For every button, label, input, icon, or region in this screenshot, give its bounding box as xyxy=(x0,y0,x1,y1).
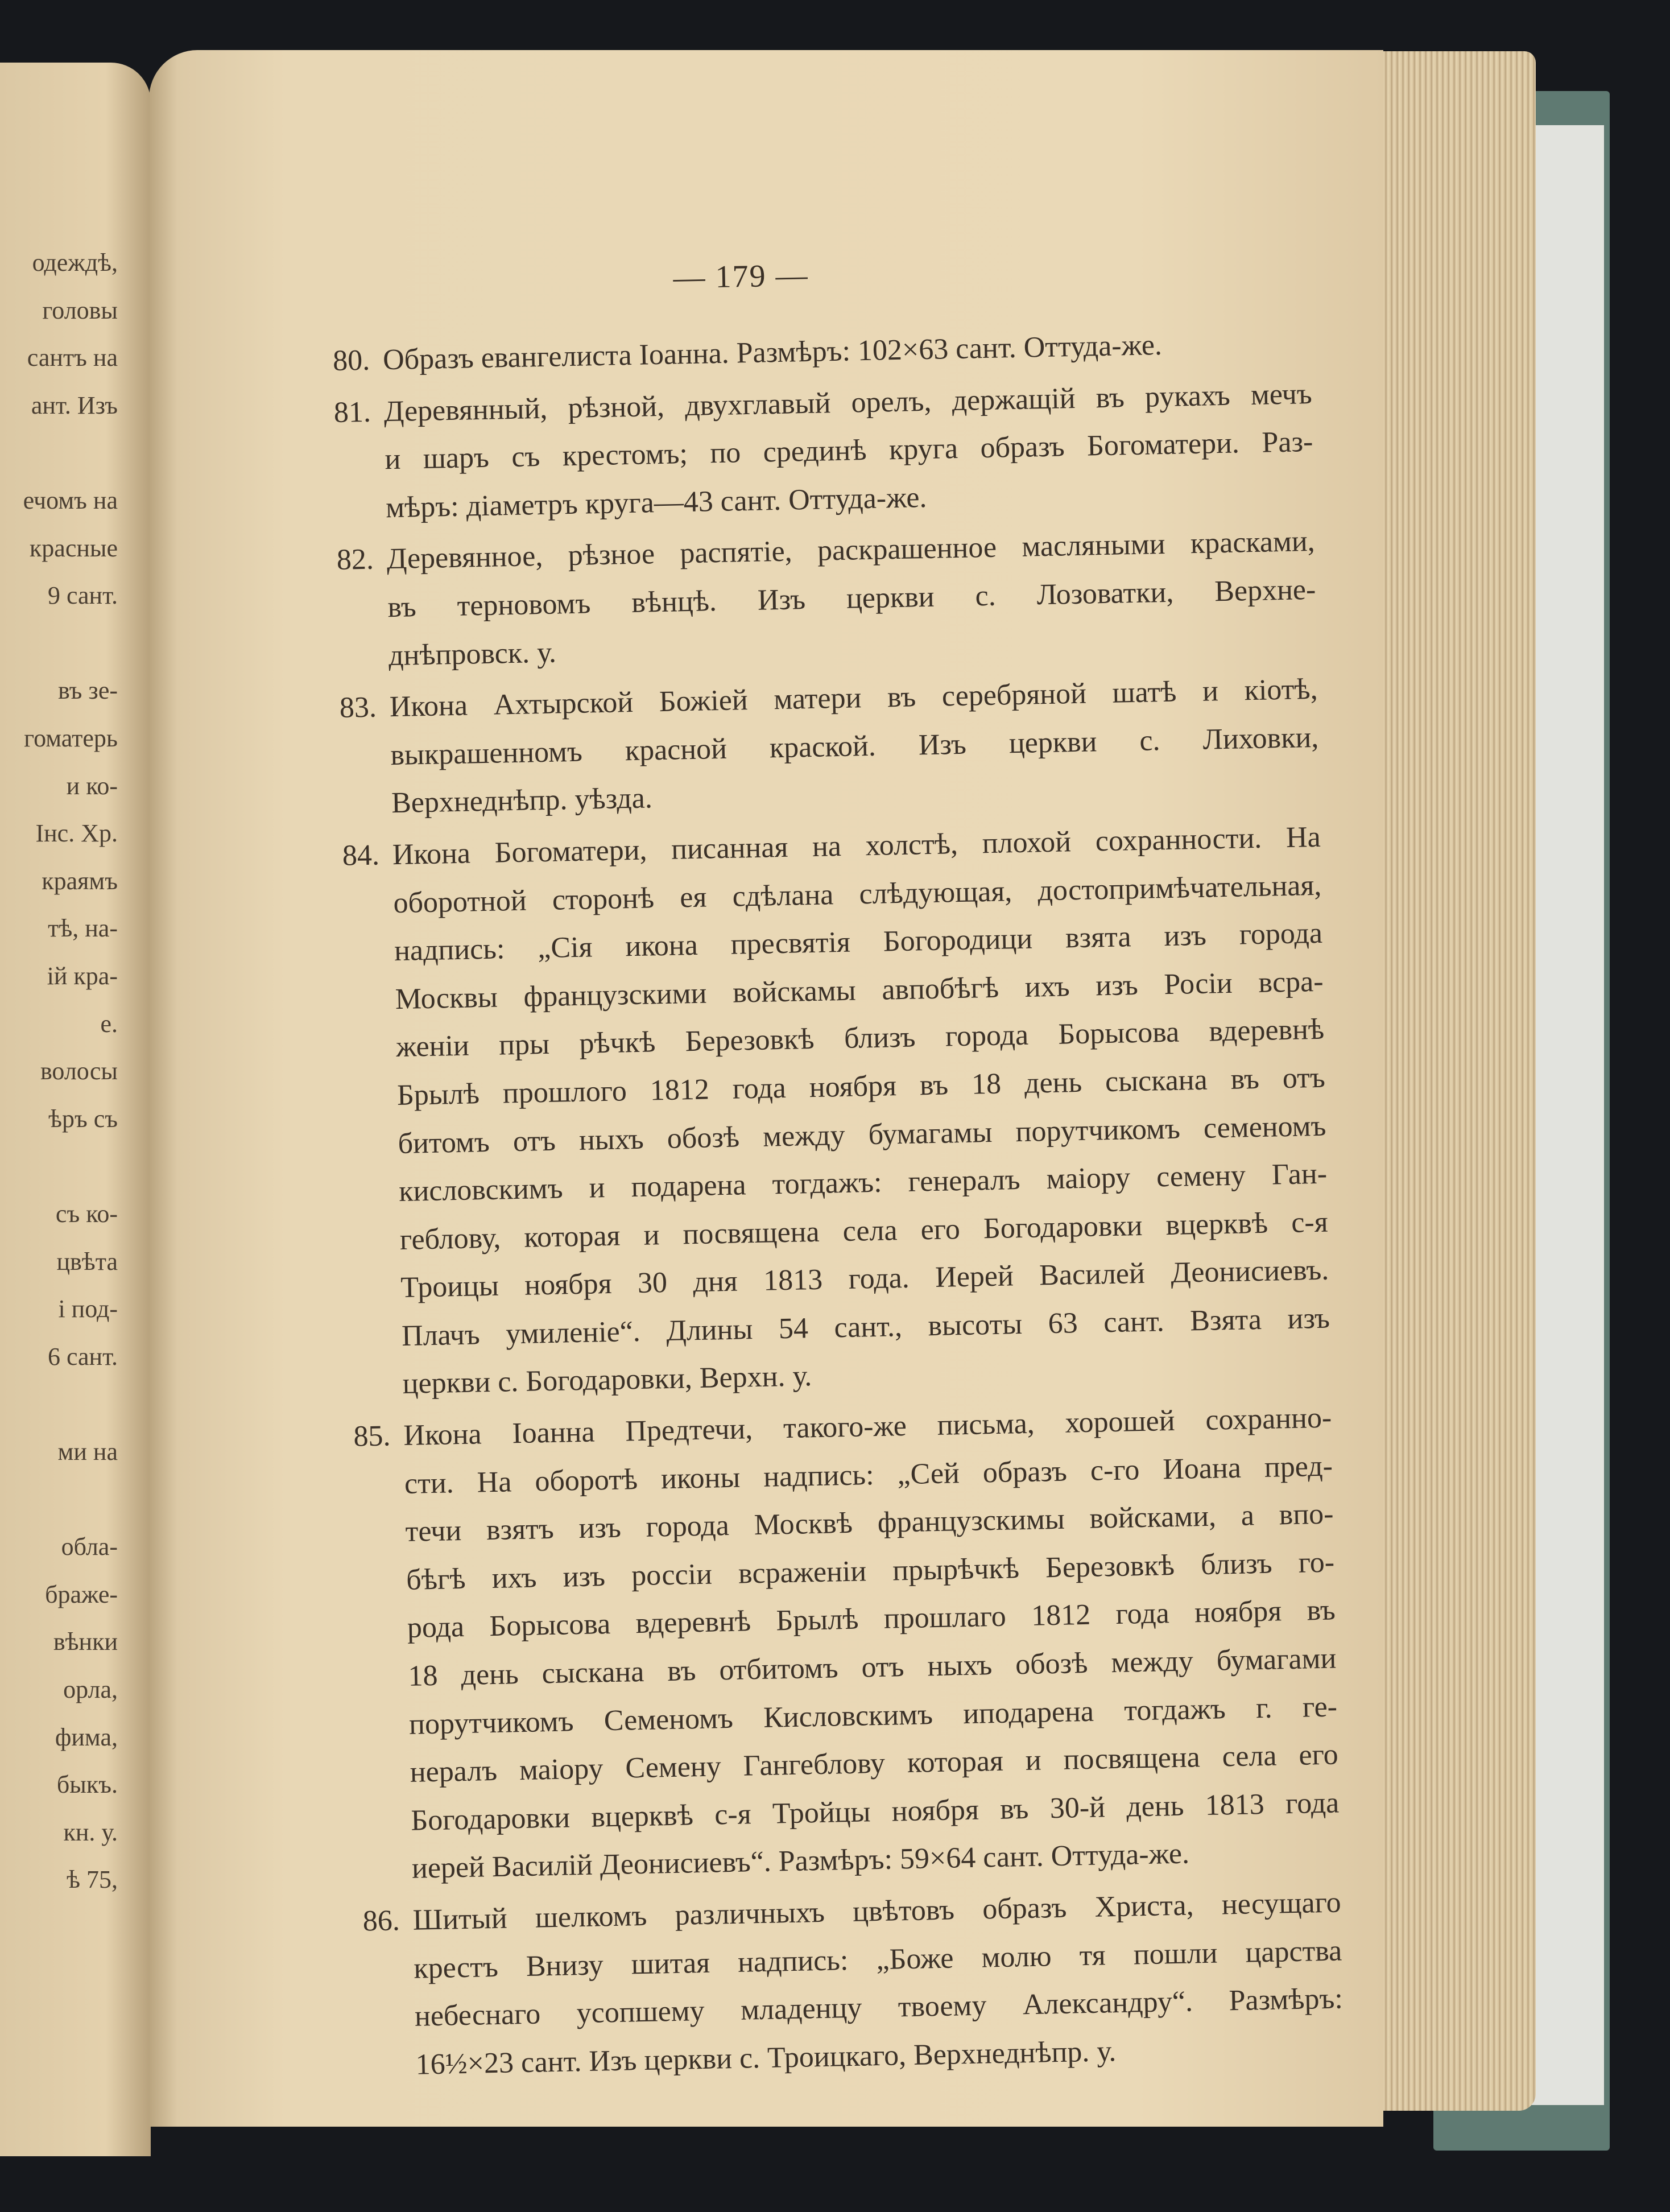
entry-number: 85. xyxy=(353,1419,391,1453)
left-page-fragment: быкъ. xyxy=(56,1771,118,1799)
entry-number: 81. xyxy=(333,395,371,429)
left-page-fragment: ечомъ на xyxy=(23,486,118,514)
entry-number: 82. xyxy=(336,543,374,577)
left-page-fragment: ант. Изъ xyxy=(31,391,118,419)
left-page-fragment: красные xyxy=(29,534,118,562)
text-line: Образъ евангелиста Іоанна. Размѣръ: 102×63 сант. Оттуда-же. xyxy=(382,328,1163,377)
entry-number: 83. xyxy=(339,691,377,725)
left-page-fragment: гоматерь xyxy=(24,724,118,752)
entry-text xyxy=(386,518,1317,680)
text-line: бѣгѣ ихъ изъ россіи вcраженіи прырѣчкѣ Березовкѣ близъ го- xyxy=(406,1546,1335,1596)
text-line: нералъ маіору Семену Гангеблову которая и посвящена села его xyxy=(410,1738,1339,1789)
catalog-entry xyxy=(339,666,1320,829)
text-line: Икона Ахтырской Божіей матери въ серебряной шатѣ и кіотѣ, xyxy=(389,672,1318,724)
left-page-fragment: ій кра- xyxy=(47,962,118,990)
text-line: Брылѣ прошлого 1812 года ноября въ 18 день сыскана въ отъ xyxy=(396,1061,1326,1112)
text-line: иерей Василій Деонисиевъ“. Размѣръ: 59×64 сант. Оттуда-же. xyxy=(411,1837,1190,1885)
text-line: мѣръ: діаметръ круга—43 сант. Оттуда-же. xyxy=(385,481,927,525)
left-page-fragment: кн. у. xyxy=(63,1818,118,1846)
left-page-fragment: ѣ 75, xyxy=(67,1866,118,1894)
left-page-fragment: браже- xyxy=(45,1580,118,1608)
left-page xyxy=(0,63,151,2156)
entry-text xyxy=(412,1879,1344,2089)
text-line: Троицы ноября 30 дня 1813 года. Иерей Василей Деонисиевъ. xyxy=(400,1253,1329,1305)
left-page-fragment: і под- xyxy=(58,1295,118,1323)
text-line: Москвы французскими войскамы авпобѣгѣ ихъ изъ Росіи вcра- xyxy=(395,965,1324,1016)
left-page-fragment: краямъ xyxy=(42,866,118,895)
left-page-fragment: ми на xyxy=(57,1438,118,1466)
text-line: кисловскимъ и подарена тогдажъ: генералъ маіору семену Ган- xyxy=(398,1157,1328,1208)
text-line: битомъ отъ ныхъ обозѣ между бумагамы порутчикомъ семеномъ xyxy=(398,1109,1326,1160)
text-line: течи взятъ изъ города Москвѣ французскимы войсками, а впо- xyxy=(405,1497,1334,1549)
entry-text xyxy=(403,1394,1341,1893)
left-page-fragment: цвѣта xyxy=(56,1247,118,1276)
page-edges xyxy=(1365,51,1536,2111)
text-line: сти. На оборотѣ иконы надпись: „Сей образъ с-го Иоана пред- xyxy=(404,1450,1333,1500)
entry-number: 84. xyxy=(342,839,380,872)
text-line: Плачъ умиленіе“. Длины 54 сант., высоты 63 сант. Взята изъ xyxy=(401,1302,1330,1352)
text-line: Богодаровки вцерквѣ с-я Тройцы ноября въ 30-й день 1813 года xyxy=(410,1786,1340,1837)
text-line: рода Борысова вдеревнѣ Брылѣ прошлаго 1812 года ноября въ xyxy=(407,1594,1336,1645)
catalog-entry xyxy=(333,370,1314,534)
left-page-fragment: сантъ на xyxy=(27,344,118,372)
left-page-fragment: обла- xyxy=(61,1533,118,1561)
text-line: небеснаго усопшему младенцу твоему Александру“. Размѣръ: xyxy=(414,1982,1344,2033)
left-page-fragment: 6 сант. xyxy=(47,1342,118,1371)
text-line: женіи пры рѣчкѣ Березовкѣ близъ города Борысова вдеревнѣ xyxy=(395,1013,1325,1064)
entry-number: 86. xyxy=(362,1904,400,1938)
right-page xyxy=(149,50,1383,2127)
entry-number: 80. xyxy=(332,344,370,377)
left-page-fragment: ѣръ съ xyxy=(48,1104,118,1133)
text-line: церкви с. Богодаровки, Верхн. у. xyxy=(402,1360,812,1401)
left-page-fragment: вѣнки xyxy=(53,1628,118,1656)
entry-text xyxy=(383,370,1314,533)
left-page-fragment: Інс. Хр. xyxy=(35,819,118,848)
text-line: надпись: „Сія икона пресвятія Богородици взята изъ города xyxy=(394,917,1323,968)
left-page-fragment: тѣ, на- xyxy=(48,914,118,943)
page-number: — 179 — xyxy=(672,257,809,296)
left-page-fragment: одеждѣ, xyxy=(32,249,118,276)
left-page-fragment: съ ко- xyxy=(55,1200,118,1228)
text-line: Икона Іоанна Предтечи, такого-же письма, хорошей сохранно- xyxy=(403,1401,1332,1452)
left-page-fragment: и ко- xyxy=(66,771,118,800)
catalog-entry xyxy=(353,1394,1341,1895)
left-page-fragment: волосы xyxy=(40,1057,118,1086)
left-page-fragment: въ зе- xyxy=(58,676,118,705)
text-line: Верхнеднѣпр. уѣзда. xyxy=(391,782,653,820)
left-page-fragment: фима, xyxy=(55,1723,118,1751)
entry-text xyxy=(389,666,1320,828)
catalog-entry xyxy=(336,518,1317,681)
text-line: и шаръ съ крестомъ; по срединѣ круга образъ Богоматери. Раз- xyxy=(384,426,1313,476)
page-body xyxy=(331,246,1355,2081)
text-line: Деревянный, рѣзной, двухглавый орелъ, держащій въ рукахъ мечъ xyxy=(383,377,1313,428)
catalog-entry xyxy=(362,1879,1344,2090)
text-line: Шитый шелкомъ различныхъ цвѣтовъ образъ Христа, несущаго xyxy=(412,1886,1342,1937)
left-page-fragment: е. xyxy=(100,1009,118,1038)
text-line: Деревянное, рѣзное распятіе, раскрашенное масляными красками, xyxy=(386,525,1316,576)
text-line: порутчикомъ Семеномъ Кисловскимъ иподарена тогдажъ г. ге- xyxy=(408,1690,1338,1741)
text-line: Икона Богоматери, писанная на холстѣ, плохой сохранности. На xyxy=(392,820,1321,872)
left-page-fragment: головы xyxy=(42,296,118,324)
text-line: крестъ Внизу шитая надпись: „Боже молю тя пошли царства xyxy=(413,1934,1342,1985)
text-line: днѣпровск. у. xyxy=(388,636,557,672)
catalog-entries xyxy=(332,319,1344,2094)
entry-text xyxy=(392,814,1331,1409)
left-page-fragment: орла, xyxy=(63,1675,118,1703)
text-line: 16½×23 сант. Изъ церкви с. Троицкаго, Верхнеднѣпр. у. xyxy=(415,2034,1117,2081)
text-line: геблову, которая и посвящена села его Богодаровки вцерквѣ с-я xyxy=(399,1206,1329,1256)
text-line: оборотной сторонѣ ея сдѣлана слѣдующая, достопримѣчательная, xyxy=(392,869,1322,919)
text-line: выкрашенномъ красной краской. Изъ церкви с. Лиховки, xyxy=(390,721,1319,771)
text-line: въ терновомъ вѣнцѣ. Изъ церкви с. Лозоватки, Верхне- xyxy=(387,573,1316,624)
catalog-entry xyxy=(342,814,1331,1410)
text-line: 18 день сыскана въ отбитомъ отъ ныхъ обозѣ между бумагами xyxy=(408,1642,1337,1693)
left-page-fragment: 9 сант. xyxy=(47,581,118,610)
